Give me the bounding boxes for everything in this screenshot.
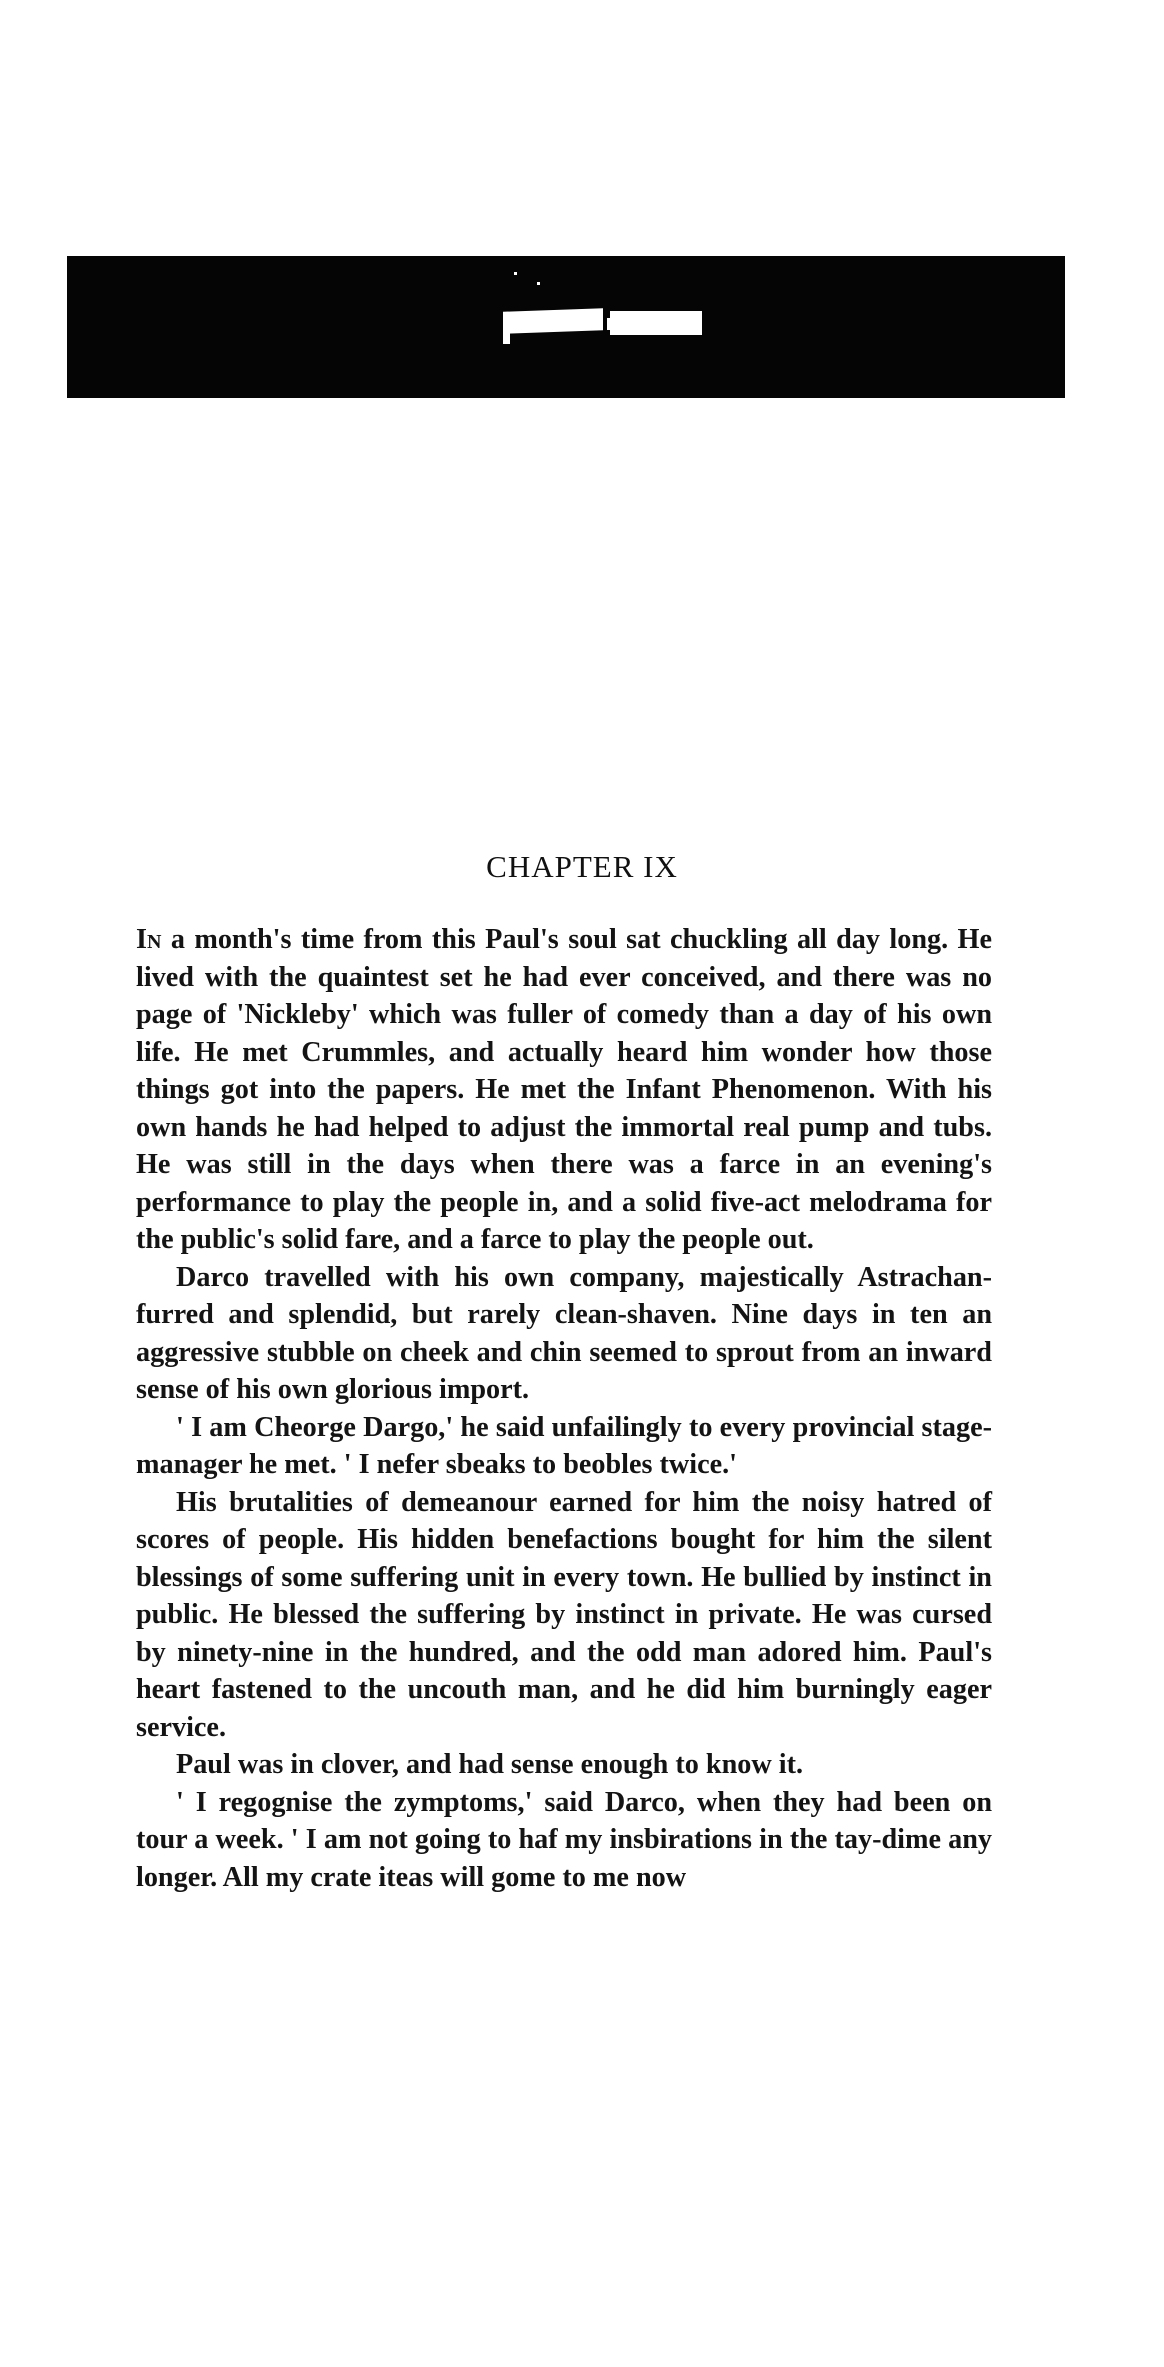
band-speck [537, 282, 540, 285]
band-damage-mark [610, 311, 702, 335]
paragraph-lead-word: In [136, 924, 162, 955]
header-ornament-band [67, 256, 1065, 398]
paragraph-4: His brutalities of demeanour earned for him the noisy hatred of scores of people. His hidden benefactions bought for him the silent blessings of some suffering unit in every town. He bullied by instinct in public. He blessed the suffering by instinct in private. He was cursed by ninety-nine in the hundred, and the odd man adored him. Paul's heart fastened to the uncouth man, and he did him burningly eager service. [136, 1486, 992, 1743]
paragraph-6: ' I regognise the zymptoms,' said Darco, when they had been on tour a week. ' I am not going to haf my insbirations in the tay-dime any longer. All my crate iteas will gome to me now [136, 1786, 992, 1893]
band-speck [514, 272, 517, 275]
chapter-heading: CHAPTER IX [486, 849, 678, 884]
paragraph-5: Paul was in clover, and had sense enough to know it. [176, 1749, 804, 1780]
paragraph-3: ' I am Cheorge Dargo,' he said unfailingly to every provincial stage-manager he met. ' I nefer sbeaks to beobles twice.' [136, 1411, 992, 1480]
band-damage-mark [503, 322, 510, 344]
band-damage-mark [607, 318, 615, 330]
chapter-body [136, 921, 992, 1896]
band-damage-mark [503, 308, 603, 333]
paragraph-text: a month's time from this Paul's soul sat chuckling all day long. He lived with the quaintest set he had ever conceived, and there was no page of 'Nickleby' which was fuller of comedy than a day of his own life. He met Crummles, and actually heard him wonder how those things got into the papers. He met the Infant Phenomenon. With his own hands he had helped to adjust the immortal real pump and tubs. He was still in the days when there was a farce in an evening's performance to play the people in, and a solid five-act melodrama for the public's solid fare, and a farce to play the people out. [136, 924, 992, 1255]
paragraph-1 [136, 921, 992, 1259]
paragraph-2: Darco travelled with his own company, majestically Astrachan-furred and splendid, but rarely clean-shaven. Nine days in ten an aggressive stubble on cheek and chin seemed to sprout from an inward sense of his own glorious import. [136, 1261, 992, 1405]
